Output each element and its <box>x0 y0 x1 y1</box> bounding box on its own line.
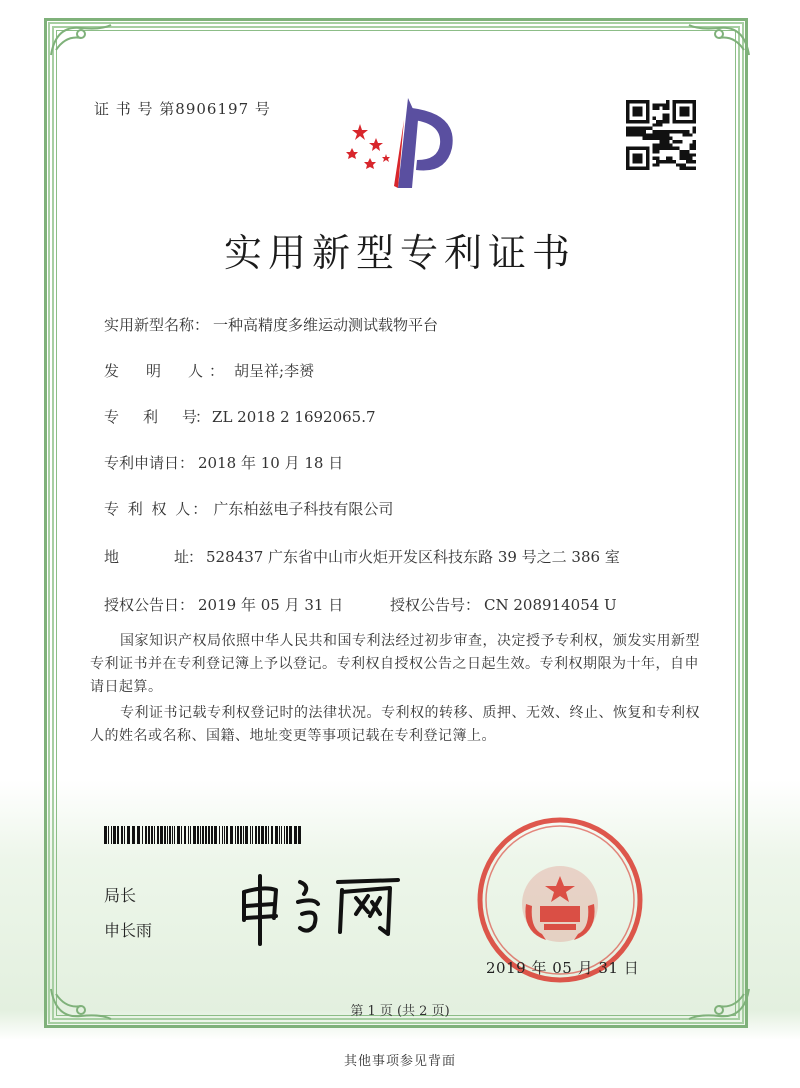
grant-number-label: 授权公告号： <box>390 596 481 614</box>
paragraph-grant-statement: 国家知识产权局依照中华人民共和国专利法经过初步审查，决定授予专利权，颁发实用新型专利证书并在专利登记簿上予以登记。专利权自授权公告之日起生效。专利权期限为十年，自申请日起算。 <box>90 633 700 695</box>
utility-model-name-label: 实用新型名称： <box>104 316 210 334</box>
patent-number-label: 专 利 号： <box>104 408 209 426</box>
director-signature <box>230 868 420 946</box>
certificate-number: 证 书 号 第8906197 号 <box>94 100 271 118</box>
director-name: 申长雨 <box>104 921 153 940</box>
patentee-label: 专 利 权 人： <box>104 500 210 518</box>
page-number: 第 1 页 (共 2 页) <box>350 1004 450 1019</box>
address-label: 地 址： <box>104 548 203 566</box>
field-utility-model-name <box>104 314 438 335</box>
inventor-label: 发 明 人： <box>104 362 231 380</box>
field-filing-date <box>104 452 343 473</box>
field-address <box>104 546 620 567</box>
grant-number-value: CN 208914054 U <box>484 596 617 614</box>
director-title: 局长 <box>104 886 137 905</box>
field-grant-date <box>104 594 343 615</box>
utility-model-name-value: 一种高精度多维运动测试载物平台 <box>213 316 439 334</box>
paragraph-legal-status: 专利证书记载专利权登记时的法律状况。专利权的转移、质押、无效、终止、恢复和专利权人的姓名或名称、国籍、地址变更等事项记载在专利登记簿上。 <box>90 705 700 744</box>
barcode <box>104 826 304 844</box>
field-inventor <box>104 360 314 381</box>
qr-code <box>626 100 696 170</box>
address-value: 528437 广东省中山市火炬开发区科技东路 39 号之二 386 室 <box>206 548 620 566</box>
grant-date-label: 授权公告日： <box>104 596 195 614</box>
inventor-value: 胡呈祥;李赟 <box>234 362 315 380</box>
field-patentee <box>104 498 393 519</box>
seal-date: 2019 年 05 月 31 日 <box>486 959 640 977</box>
field-grant-number <box>390 594 617 615</box>
filing-date-label: 专利申请日： <box>104 454 195 472</box>
patentee-value: 广东柏兹电子科技有限公司 <box>213 500 394 518</box>
field-patent-number <box>104 406 376 427</box>
corner-ornament-top-right <box>684 20 754 60</box>
corner-ornament-top-left <box>46 20 116 60</box>
grant-date-value: 2019 年 05 月 31 日 <box>198 596 344 614</box>
patent-office-emblem-icon <box>330 90 475 200</box>
back-note: 其他事项参见背面 <box>343 1054 456 1069</box>
certificate-title: 实用新型专利证书 <box>223 231 576 275</box>
filing-date-value: 2018 年 10 月 18 日 <box>198 454 344 472</box>
patent-number-value: ZL 2018 2 1692065.7 <box>212 408 376 426</box>
